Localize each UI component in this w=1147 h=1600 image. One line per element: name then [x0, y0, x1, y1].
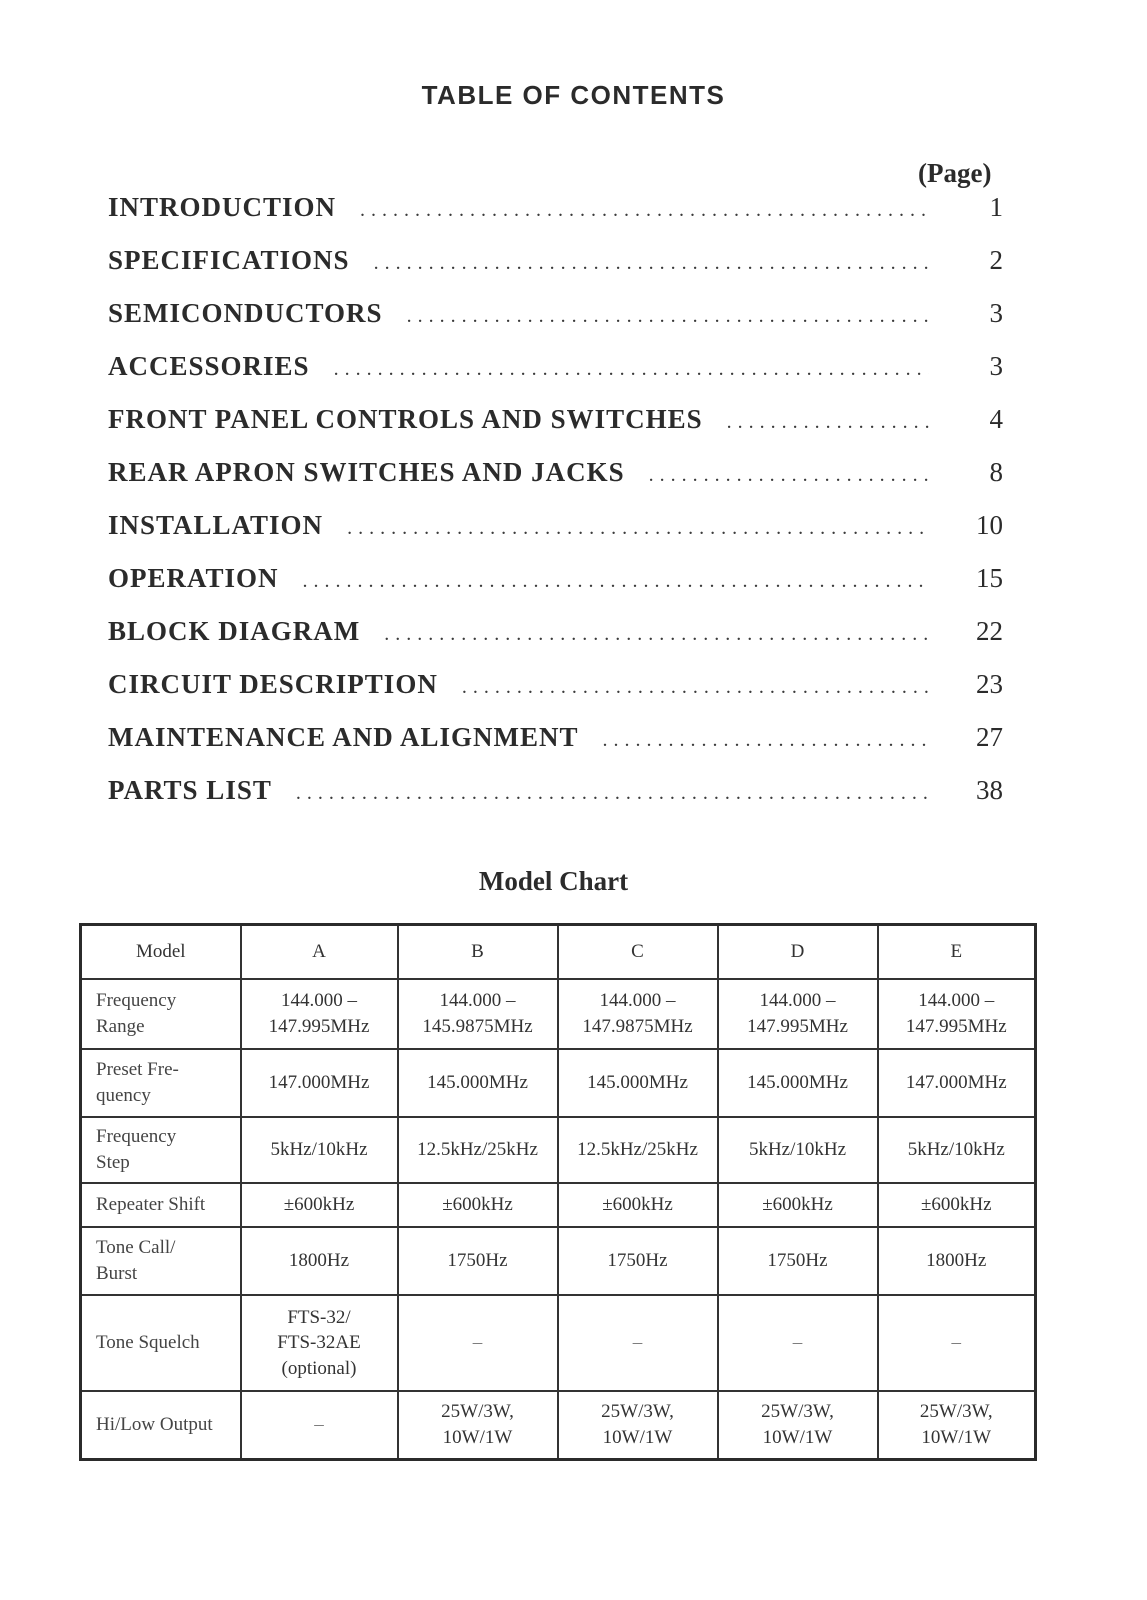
- toc-entry-label: MAINTENANCE AND ALIGNMENT: [108, 722, 579, 752]
- cell-line: 10W/1W: [921, 1426, 992, 1448]
- toc-leader-dots: [407, 305, 929, 328]
- toc-entry-label: SPECIFICATIONS: [108, 245, 350, 275]
- table-cell: [878, 979, 1036, 1049]
- cell-line: 144.000 –: [759, 990, 836, 1012]
- cell-line: 144.000 –: [281, 990, 357, 1012]
- table-cell: [878, 1295, 1036, 1391]
- table-cell: [558, 1295, 718, 1391]
- cell-line: ±600kHz: [602, 1194, 673, 1216]
- cell-line: 12.5kHz/25kHz: [417, 1139, 538, 1161]
- row-label-line: Step: [96, 1152, 130, 1173]
- toc-leader-dots: [462, 676, 929, 699]
- row-label: [81, 1183, 241, 1227]
- toc-entry: [108, 404, 1003, 457]
- toc-entry: [108, 245, 1003, 298]
- row-label: [81, 979, 241, 1049]
- toc-entry-label: INTRODUCTION: [108, 192, 337, 222]
- header-model-b: B: [398, 925, 558, 980]
- model-chart-row: [81, 1049, 1036, 1117]
- model-chart-row: [81, 979, 1036, 1049]
- toc-leader-dots: [296, 782, 929, 805]
- header-model-c: C: [558, 925, 718, 980]
- table-cell: [718, 979, 878, 1049]
- cell-line: 145.000MHz: [587, 1072, 688, 1094]
- toc-entry-label: PARTS LIST: [108, 775, 272, 805]
- table-cell: [558, 1049, 718, 1117]
- cell-line: 12.5kHz/25kHz: [577, 1139, 698, 1161]
- model-chart-table: [79, 923, 1037, 1461]
- cell-line: 147.995MHz: [905, 1016, 1007, 1037]
- cell-line: 1800Hz: [926, 1250, 987, 1272]
- toc-entry-label: INSTALLATION: [108, 510, 324, 540]
- row-label-line: Tone Squelch: [96, 1332, 200, 1354]
- table-cell: [718, 1227, 878, 1295]
- table-cell: [241, 1117, 398, 1183]
- row-label-line: Burst: [96, 1263, 138, 1284]
- toc-leader-dots: [374, 252, 929, 275]
- toc-entry: [108, 298, 1003, 351]
- cell-line: 10W/1W: [602, 1426, 673, 1448]
- table-cell: [398, 1391, 558, 1459]
- table-cell: [241, 1227, 398, 1295]
- cell-line: 1800Hz: [288, 1250, 350, 1272]
- toc-entry-label: BLOCK DIAGRAM: [108, 616, 361, 646]
- cell-line: FTS-32AE: [277, 1332, 361, 1354]
- table-cell: [718, 1049, 878, 1117]
- row-label-line: Range: [96, 1016, 145, 1037]
- cell-line: 10W/1W: [442, 1426, 513, 1448]
- cell-line: ±600kHz: [920, 1194, 992, 1216]
- model-chart-row: [81, 1295, 1036, 1391]
- cell-line: 147.995MHz: [747, 1016, 848, 1037]
- row-label: [81, 1295, 241, 1391]
- row-label: [81, 1049, 241, 1117]
- model-chart-row: [81, 1227, 1036, 1295]
- cell-line: 5kHz/10kHz: [907, 1139, 1005, 1161]
- model-chart-body: [81, 979, 1036, 1459]
- model-chart-row: [81, 1117, 1036, 1183]
- table-cell: [878, 1117, 1036, 1183]
- cell-line: 145.000MHz: [747, 1072, 848, 1094]
- cell-line: 25W/3W,: [919, 1401, 993, 1423]
- toc-entry-label: CIRCUIT DESCRIPTION: [108, 669, 438, 699]
- row-label-line: Frequency: [96, 1126, 177, 1148]
- cell-line: 1750Hz: [767, 1250, 828, 1272]
- toc-leader-dots: [347, 517, 929, 540]
- table-cell: [398, 1183, 558, 1227]
- table-cell: [241, 1049, 398, 1117]
- row-label: [81, 1227, 241, 1295]
- table-cell: [398, 1227, 558, 1295]
- cell-line: 147.000MHz: [905, 1072, 1007, 1094]
- model-chart-header-row: [81, 925, 1036, 980]
- cell-line: 147.995MHz: [268, 1016, 370, 1037]
- cell-line: 147.9875MHz: [582, 1016, 693, 1037]
- table-cell: [241, 1183, 398, 1227]
- cell-line: –: [951, 1332, 961, 1354]
- cell-line: 5kHz/10kHz: [270, 1139, 368, 1161]
- cell-line: –: [632, 1332, 643, 1354]
- cell-line: 5kHz/10kHz: [748, 1139, 847, 1161]
- toc-entry-page: 38: [976, 775, 1003, 805]
- table-cell: [558, 979, 718, 1049]
- row-label-line: Frequency: [96, 990, 177, 1012]
- toc-entry-page: 1: [989, 192, 1003, 222]
- cell-line: 145.9875MHz: [422, 1016, 533, 1037]
- table-cell: [718, 1295, 878, 1391]
- toc-entry-label: ACCESSORIES: [108, 351, 310, 381]
- row-label: [81, 1391, 241, 1459]
- toc-entry: [108, 563, 1003, 616]
- cell-line: 25W/3W,: [441, 1401, 514, 1423]
- table-cell: [398, 979, 558, 1049]
- table-cell: [241, 1391, 398, 1459]
- toc-entry-page: 27: [976, 722, 1003, 752]
- table-cell: [558, 1227, 718, 1295]
- table-cell: [398, 1295, 558, 1391]
- toc-entry: [108, 351, 1003, 404]
- cell-line: 1750Hz: [447, 1250, 508, 1272]
- cell-line: ±600kHz: [442, 1194, 513, 1216]
- cell-line: (optional): [281, 1357, 357, 1379]
- toc-entry-page: 3: [989, 351, 1003, 381]
- model-chart-row: [81, 1391, 1036, 1459]
- header-model-e: E: [878, 925, 1036, 980]
- cell-line: 147.000MHz: [268, 1072, 370, 1094]
- table-cell: [878, 1183, 1036, 1227]
- toc-entry-page: 3: [989, 298, 1003, 328]
- cell-line: 144.000 –: [599, 990, 676, 1012]
- toc-entry-label: SEMICONDUCTORS: [108, 298, 383, 328]
- toc-leader-dots: [384, 623, 929, 646]
- table-cell: [878, 1391, 1036, 1459]
- cell-line: 25W/3W,: [761, 1401, 834, 1423]
- toc-leader-dots: [334, 358, 929, 381]
- table-cell: [718, 1391, 878, 1459]
- toc-entry: [108, 616, 1003, 669]
- toc-entry-page: 22: [976, 616, 1003, 646]
- cell-line: FTS-32/: [287, 1306, 351, 1328]
- toc-entry-page: 4: [989, 404, 1003, 434]
- toc-entry: [108, 510, 1003, 563]
- table-cell: [878, 1049, 1036, 1117]
- cell-line: –: [314, 1413, 324, 1435]
- toc-leader-dots: [649, 464, 929, 487]
- cell-line: 10W/1W: [762, 1426, 833, 1448]
- toc-entry-page: 15: [976, 563, 1003, 593]
- header-model-d: D: [718, 925, 878, 980]
- toc-entry: [108, 775, 1003, 828]
- toc-entry-label: FRONT PANEL CONTROLS AND SWITCHES: [108, 404, 703, 434]
- row-label: [81, 1117, 241, 1183]
- toc-entry-label: REAR APRON SWITCHES AND JACKS: [108, 457, 625, 487]
- cell-line: ±600kHz: [762, 1194, 833, 1216]
- toc-list: [108, 192, 1003, 828]
- toc-entry-page: 10: [976, 510, 1003, 540]
- table-cell: [718, 1183, 878, 1227]
- toc-leader-dots: [603, 729, 929, 752]
- row-label-line: Tone Call/: [96, 1237, 176, 1259]
- toc-leader-dots: [303, 570, 929, 593]
- table-cell: [558, 1391, 718, 1459]
- cell-line: 145.000MHz: [427, 1072, 528, 1094]
- cell-line: –: [472, 1332, 483, 1354]
- table-cell: [878, 1227, 1036, 1295]
- table-cell: [718, 1117, 878, 1183]
- table-cell: [558, 1183, 718, 1227]
- cell-line: ±600kHz: [283, 1194, 355, 1216]
- model-chart-title: Model Chart: [478, 866, 629, 896]
- cell-line: 1750Hz: [607, 1250, 668, 1272]
- toc-entry-page: 23: [976, 669, 1003, 699]
- cell-line: 25W/3W,: [601, 1401, 674, 1423]
- cell-line: 144.000 –: [918, 990, 995, 1012]
- toc-entry-page: 8: [989, 457, 1003, 487]
- model-chart-row: [81, 1183, 1036, 1227]
- table-cell: [398, 1049, 558, 1117]
- row-label-line: Repeater Shift: [96, 1194, 206, 1216]
- row-label-line: Hi/Low Output: [96, 1413, 213, 1435]
- toc-entry: [108, 457, 1003, 510]
- header-model: Model: [81, 925, 241, 980]
- toc-entry-label: OPERATION: [108, 563, 279, 593]
- toc-title: TABLE OF CONTENTS: [421, 80, 726, 110]
- header-model-a: A: [241, 925, 398, 980]
- toc-entry: [108, 192, 1003, 245]
- cell-line: –: [792, 1332, 803, 1354]
- toc-entry: [108, 669, 1003, 722]
- toc-leader-dots: [727, 411, 929, 434]
- page-column-label: (Page): [918, 158, 992, 188]
- toc-leader-dots: [360, 199, 929, 222]
- row-label-line: quency: [96, 1085, 151, 1106]
- row-label-line: Preset Fre-: [96, 1059, 179, 1081]
- toc-entry: [108, 722, 1003, 775]
- table-cell: [241, 979, 398, 1049]
- table-cell: [241, 1295, 398, 1391]
- table-cell: [558, 1117, 718, 1183]
- table-cell: [398, 1117, 558, 1183]
- toc-entry-page: 2: [989, 245, 1003, 275]
- cell-line: 144.000 –: [439, 990, 516, 1012]
